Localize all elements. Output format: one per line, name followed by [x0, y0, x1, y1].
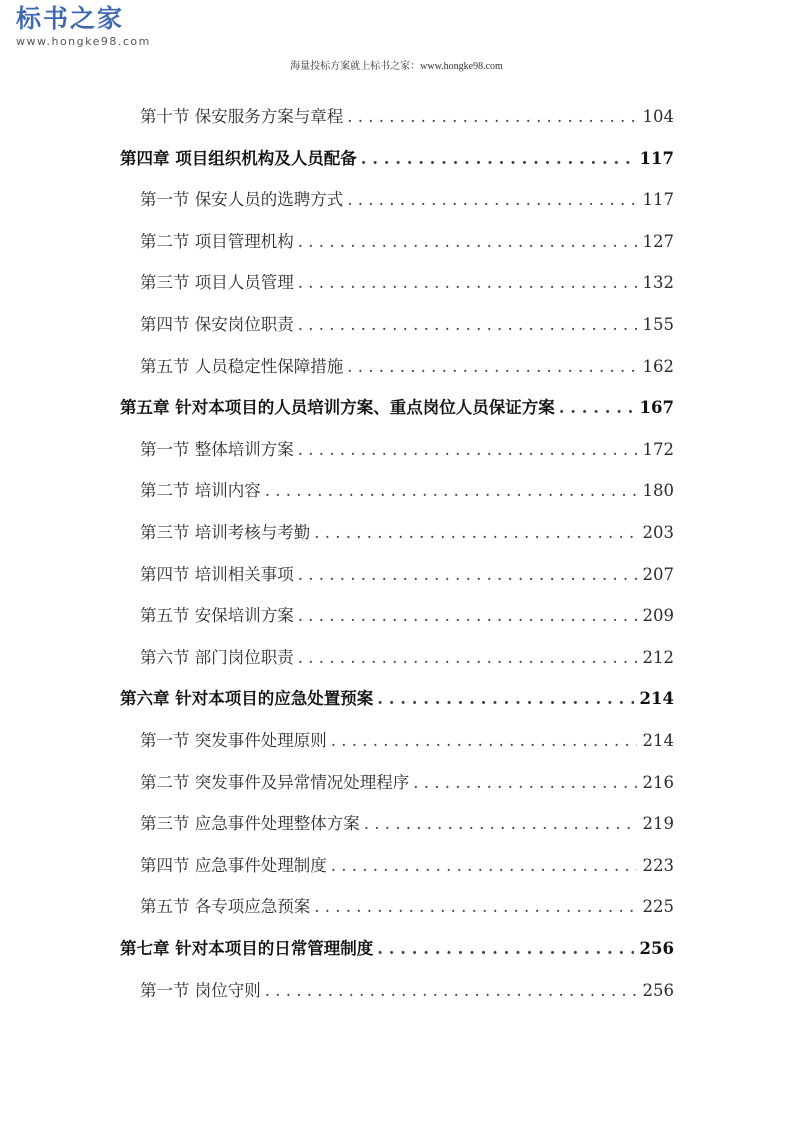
toc-dot-leader [559, 398, 634, 417]
toc-dot-leader [298, 315, 637, 334]
toc-entry-title: 第七章 针对本项目的日常管理制度 [120, 939, 374, 958]
toc-section-entry[interactable] [140, 893, 674, 921]
toc-dot-leader [298, 273, 637, 292]
toc-dot-leader [265, 981, 637, 1000]
toc-page-number: 214 [642, 731, 674, 750]
toc-dot-leader [298, 648, 637, 667]
toc-page-number: 256 [639, 939, 674, 958]
toc-page-number: 180 [642, 481, 674, 501]
toc-section-entry[interactable] [140, 353, 674, 381]
toc-entry-title: 第二节 培训内容 [140, 481, 261, 501]
toc-chapter-entry[interactable] [120, 685, 674, 713]
site-logo[interactable] [16, 4, 166, 48]
toc-page-number: 223 [642, 855, 674, 875]
logo-url: www.hongke98.com [16, 35, 151, 48]
toc-page-number: 216 [642, 772, 674, 792]
toc-dot-leader [298, 565, 637, 584]
toc-section-entry[interactable] [140, 602, 674, 630]
toc-section-entry[interactable] [140, 977, 674, 1005]
toc-entry-title: 第四节 培训相关事项 [140, 564, 294, 584]
logo-text: 标书之家 [16, 4, 125, 33]
toc-page-number: 162 [642, 356, 674, 376]
toc-dot-leader [331, 731, 637, 750]
toc-page-number: 155 [642, 315, 674, 334]
toc-dot-leader [377, 939, 633, 958]
toc-section-entry[interactable] [140, 186, 674, 214]
toc-entry-title: 第一节 保安人员的选聘方式 [140, 190, 344, 210]
header-note: 海量投标方案就上标书之家：www.hongke98.com [290, 61, 503, 72]
toc-entry-title: 第四节 应急事件处理制度 [140, 855, 327, 875]
toc-dot-leader [347, 190, 636, 209]
toc-page-number: 104 [642, 107, 674, 126]
toc-section-entry[interactable] [140, 769, 674, 797]
toc-entry-title: 第三节 培训考核与考勤 [140, 523, 311, 542]
toc-section-entry[interactable] [140, 228, 674, 256]
toc-dot-leader [298, 232, 637, 251]
toc-page-number: 167 [639, 398, 674, 418]
toc-dot-leader [314, 523, 636, 542]
toc-chapter-entry[interactable] [120, 145, 674, 173]
toc-entry-title: 第一节 岗位守则 [140, 980, 261, 1000]
toc-page-number: 127 [642, 231, 674, 251]
toc-entry-title: 第五节 人员稳定性保障措施 [140, 356, 344, 376]
toc-entry-title: 第五章 针对本项目的人员培训方案、重点岗位人员保证方案 [120, 398, 555, 418]
toc-entry-title: 第一节 突发事件处理原则 [140, 731, 327, 750]
toc-page-number: 219 [642, 814, 674, 834]
toc-entry-title: 第三节 应急事件处理整体方案 [140, 814, 360, 834]
toc-entry-title: 第一节 整体培训方案 [140, 439, 294, 459]
toc-section-entry[interactable] [140, 436, 674, 464]
toc-entry-title: 第二节 突发事件及异常情况处理程序 [140, 772, 410, 792]
toc-entry-title: 第三节 项目人员管理 [140, 273, 294, 293]
toc-page-number: 225 [642, 897, 674, 917]
toc-chapter-entry[interactable] [120, 394, 674, 422]
toc-section-entry[interactable] [140, 810, 674, 838]
toc-dot-leader [314, 897, 636, 916]
toc-page-number: 203 [642, 523, 674, 542]
toc-section-entry[interactable] [140, 269, 674, 297]
toc-chapter-entry[interactable] [120, 935, 674, 963]
toc-page-number: 207 [642, 564, 674, 584]
toc-section-entry[interactable] [140, 103, 674, 131]
toc-dot-leader [361, 149, 634, 168]
toc-dot-leader [347, 357, 636, 376]
toc-dot-leader [298, 440, 637, 459]
toc-section-entry[interactable] [140, 561, 674, 589]
toc-page-number: 214 [639, 689, 674, 709]
toc-page-number: 209 [642, 606, 674, 626]
toc-entry-title: 第六节 部门岗位职责 [140, 647, 294, 667]
toc-page-number: 256 [642, 980, 674, 1000]
toc-page-number: 117 [639, 148, 674, 168]
toc-dot-leader [298, 606, 637, 625]
toc-page-number: 117 [642, 190, 674, 210]
toc-entry-title: 第五节 各专项应急预案 [140, 897, 311, 917]
toc-section-entry[interactable] [140, 852, 674, 880]
toc-entry-title: 第四章 项目组织机构及人员配备 [120, 148, 357, 168]
toc-section-entry[interactable] [140, 311, 674, 339]
toc-entry-title: 第五节 安保培训方案 [140, 606, 294, 626]
toc-entry-title: 第六章 针对本项目的应急处置预案 [120, 689, 374, 709]
toc-section-entry[interactable] [140, 477, 674, 505]
toc-section-entry[interactable] [140, 644, 674, 672]
toc-dot-leader [331, 856, 637, 875]
toc-dot-leader [364, 814, 637, 833]
toc-page-number: 172 [642, 439, 674, 459]
toc-entry-title: 第十节 保安服务方案与章程 [140, 107, 344, 126]
toc-entry-title: 第四节 保安岗位职责 [140, 315, 294, 334]
toc-dot-leader [265, 481, 637, 500]
toc-section-entry[interactable] [140, 727, 674, 755]
toc-page-number: 212 [642, 647, 674, 667]
toc-dot-leader [347, 107, 636, 126]
toc-dot-leader [377, 689, 633, 708]
toc-entry-title: 第二节 项目管理机构 [140, 231, 294, 251]
toc-dot-leader [413, 773, 636, 792]
toc-section-entry[interactable] [140, 519, 674, 547]
toc-page-number: 132 [642, 273, 674, 293]
